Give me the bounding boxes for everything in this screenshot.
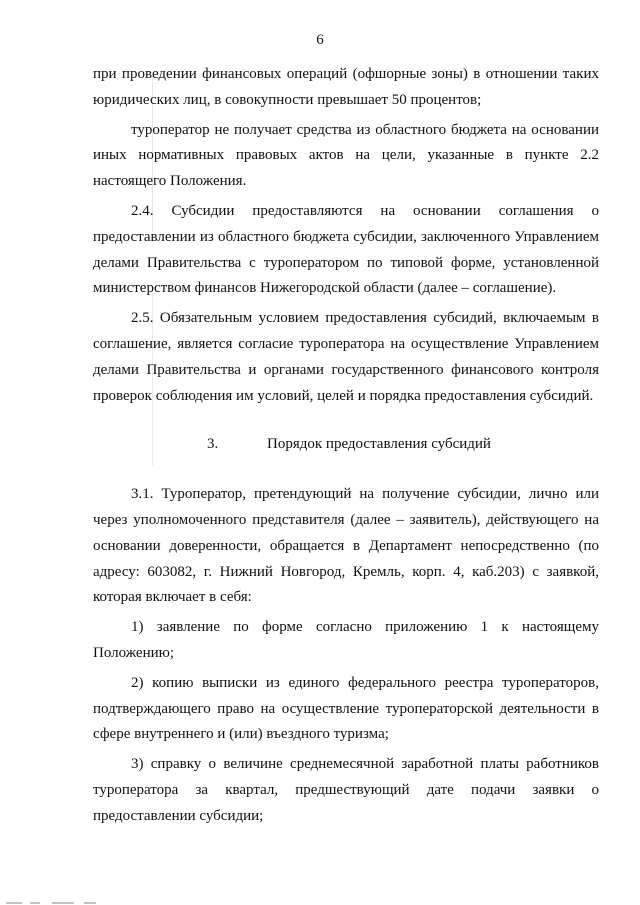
list-item: 1) заявление по форме согласно приложению 1 к настоящему Положению; xyxy=(93,619,599,661)
paragraph: туроператор не получает средства из областного бюджета на основании иных нормативных правовых актов на цели, указанные в пункте 2.2 настоящего Положения. xyxy=(93,121,599,190)
page-number: 6 xyxy=(316,32,324,48)
paragraph-continuation: при проведении финансовых операций (офшорные зоны) в отношении таких юридических лиц, в совокупности превышает 50 процентов; xyxy=(93,66,599,108)
paragraph-3-1: 3.1. Туроператор, претендующий на получение субсидии, лично или через уполномоченного представителя (далее – заявитель), действующего на основании доверенности, обращается в Департамент непосредственно (по адресу: 603082, г. Нижний Новгород, Кремль, корп. 4, каб.203) с заявкой, которая включает в себя: xyxy=(93,486,599,606)
list-item: 2) копию выписки из единого федерального реестра туроператоров, подтверждающего право на осуществление туроператорской деятельности в сфере внутреннего и (или) въездного туризма; xyxy=(93,674,599,743)
section-heading xyxy=(93,432,599,458)
section-title: Порядок предоставления субсидий xyxy=(267,436,491,453)
section-number: 3. xyxy=(207,436,219,453)
paragraph-2-4: 2.4. Субсидии предоставляются на основании соглашения о предоставлении из областного бюджета субсидии, заключенного Управлением делами Правительства с туроператором по типовой форме, установленной министерством финансов Нижегородской области (далее – соглашение). xyxy=(93,202,599,297)
document-body xyxy=(93,62,599,830)
paragraph-2-5: 2.5. Обязательным условием предоставления субсидий, включаемым в соглашение, является согласие туроператора на осуществление Управлением делами Правительства и органами государственного финансового контроля проверок соблюдения им условий, целей и порядка предоставления субсидий. xyxy=(93,310,599,404)
scan-artifact-marks xyxy=(0,897,130,905)
list-item: 3) справку о величине среднемесячной заработной платы работников туроператора за квартал, предшествующий дате подачи заявки о предоставлении субсидии; xyxy=(93,756,599,824)
